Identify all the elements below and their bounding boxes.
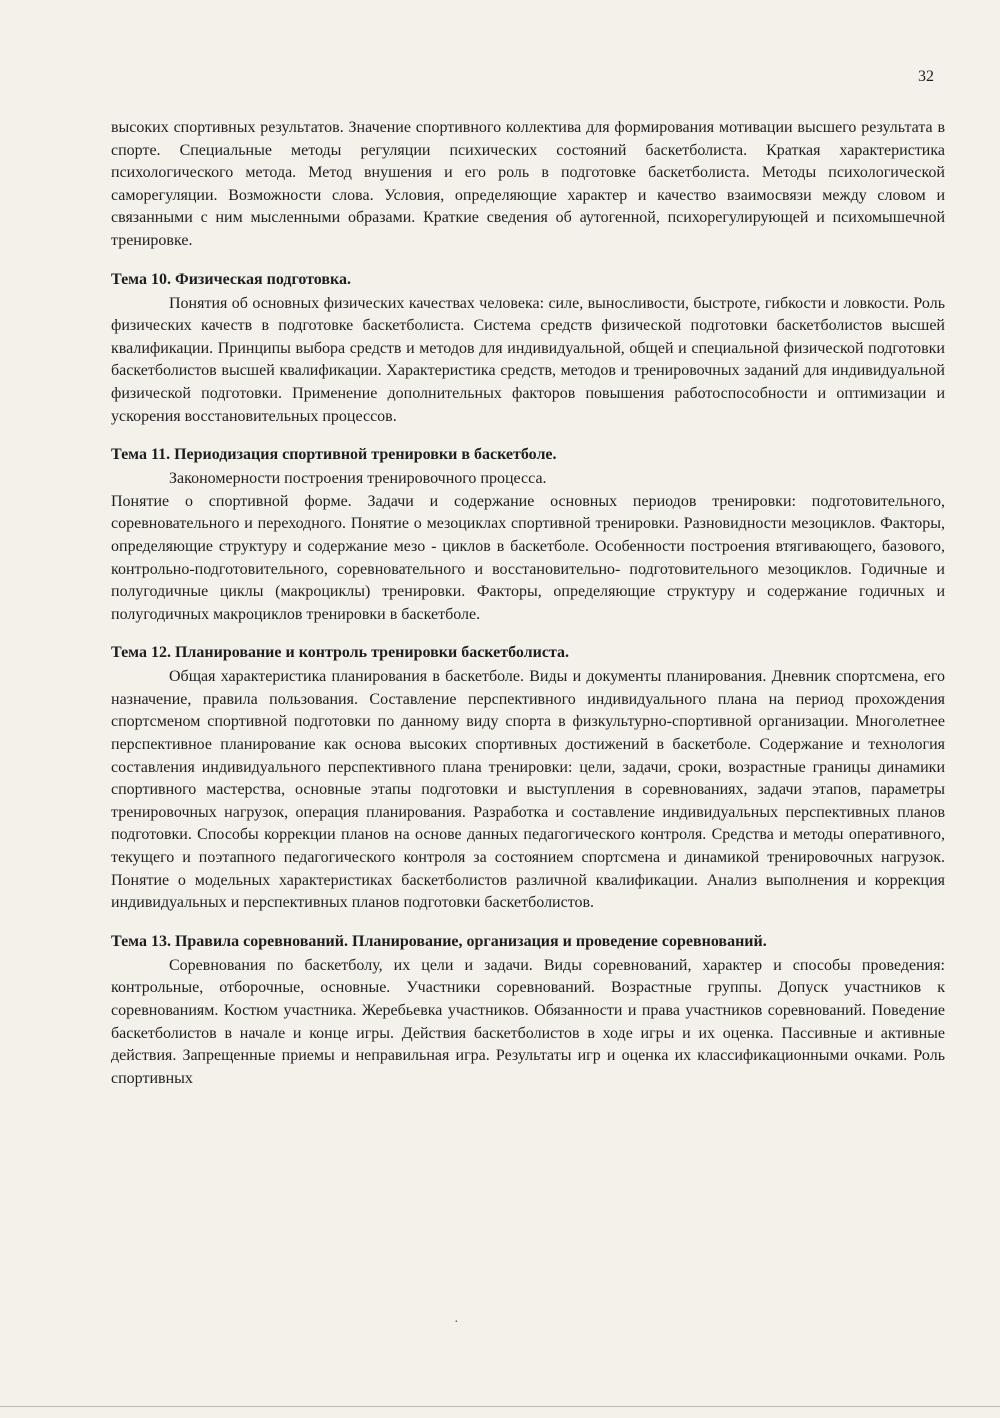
topic-text: Соревнования по баскетболу, их цели и задачи. Виды соревнований, характер и способы проведения: контрольные, отборочные, основные. Участники соревнований. Возрастные группы. Допуск участников к соревнованиям. Костюм участника. Жеребьевка участников. Обязанности и права участников соревнований. Поведение баскетболистов в начале и конце игры. Действия баскетболистов в ходе игры и их оценка. Пассивные и активные действия. Запрещенные приемы и неправильная игра. Результаты игр и оценка их классификационными очками. Роль спортивных: [111, 956, 945, 1087]
topic-heading: Тема 10. Физическая подготовка.: [111, 270, 351, 288]
intro-paragraph: высоких спортивных результатов. Значение спортивного коллектива для формирования мотивации высшего результата в спорте. Специальные методы регуляции психических состояний баскетболиста. Краткая характеристика психологического метода. Метод внушения и его роль в подготовке баскетболиста. Методы психологической саморегуляции. Возможности слова. Условия, определяющие характер и качество взаимосвязи между словом и связанными с ним мысленными образами. Краткие сведения об аутогенной, психорегулирующей и психомышечной тренировке.: [111, 119, 945, 249]
topic-text: Понятия об основных физических качествах человека: силе, выносливости, быстроте, гибкости и ловкости. Роль физических качеств в подготовке баскетболиста. Система средств физической подготовки баскетболистов высшей квалификации. Принципы выбора средств и методов для индивидуальной, общей и специальной физической подготовки баскетболистов высшей квалификации. Характеристика средств, методов и тренировочных заданий для индивидуальной физической подготовки. Применение дополнительных факторов повышения работоспособности и оптимизации и ускорения восстановительных процессов.: [111, 294, 945, 425]
topic-heading: Тема 12. Планирование и контроль тренировки баскетболиста.: [111, 644, 569, 662]
scan-speck: ·: [454, 1315, 459, 1330]
topic-12: [111, 643, 945, 915]
topic-heading: Тема 11. Периодизация спортивной тренировки в баскетболе.: [111, 446, 557, 464]
scan-bottom-edge: [0, 1406, 1000, 1407]
page-content: [111, 117, 945, 1090]
topic-10: [111, 270, 945, 429]
topic-text: Общая характеристика планирования в баскетболе. Виды и документы планирования. Дневник спортсмена, его назначение, правила пользования. Составление перспективного индивидуального плана на период прохождения спортсменом спортивной подготовки по данному виду спорта в физкультурно-спортивной организации. Многолетнее перспективное планирование как основа высоких спортивных достижений в баскетболе. Содержание и технология составления индивидуального перспективного плана тренировки: цели, задачи, сроки, возрастные границы динамики спортивного мастерства, основные этапы подготовки и выступления в соревнованиях, задачи этапов, параметры тренировочных нагрузок, операция планирования. Разработка и составление индивидуальных перспективных планов подготовки. Способы коррекции планов на основе данных педагогического контроля. Средства и методы оперативного, текущего и поэтапного педагогического контроля за состоянием спортсмена и динамикой тренировочных нагрузок. Понятие о модельных характеристиках баскетболистов различной квалификации. Анализ выполнения и коррекция индивидуальных и перспективных планов подготовки баскетболистов.: [111, 668, 945, 912]
topic-subline: Закономерности построения тренировочного процесса.: [169, 470, 547, 488]
topic-text: Понятие о спортивной форме. Задачи и содержание основных периодов тренировки: подготовительного, соревновательного и переходного. Понятие о мезоциклах спортивной тренировки. Разновидности мезоциклов. Факторы, определяющие структуру и содержание мезо - циклов в баскетболе. Особенности построения втягивающего, базового, контрольно-подготовительного, соревновательного и восстановительно- подготовительного мезоциклов. Годичные и полугодичные циклы (макроциклы) тренировки. Факторы, определяющие структуру и содержание годичных и полугодичных макроциклов тренировки в баскетболе.: [111, 492, 945, 623]
topic-13: [111, 932, 945, 1091]
topic-heading: Тема 13. Правила соревнований. Планирование, организация и проведение соревнований.: [111, 932, 767, 950]
page-number: 32: [918, 68, 934, 85]
topic-11: [111, 445, 945, 626]
